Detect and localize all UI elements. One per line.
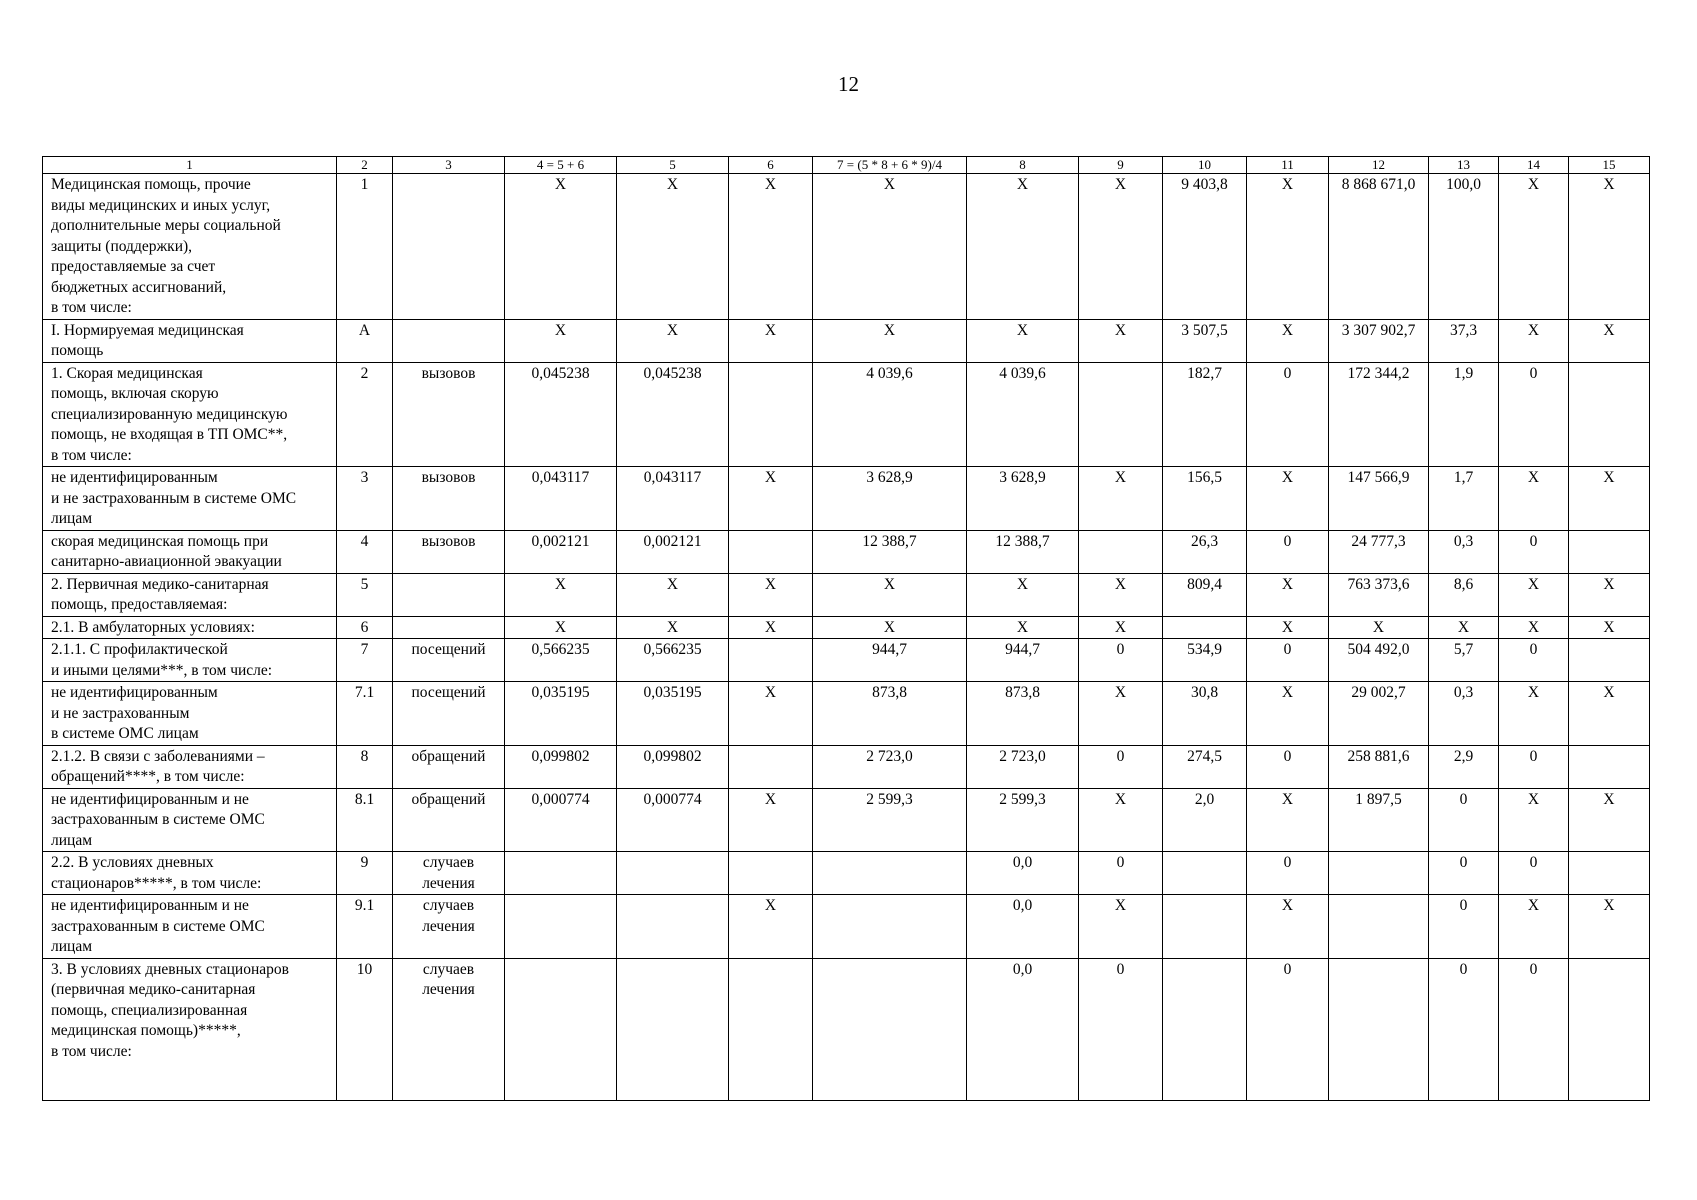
table-cell: X bbox=[617, 573, 729, 616]
table-cell: X bbox=[505, 319, 617, 362]
table-cell: 0 bbox=[1499, 362, 1569, 467]
table-cell: 809,4 bbox=[1163, 573, 1247, 616]
table-cell: X bbox=[813, 616, 967, 639]
table-cell: X bbox=[1247, 616, 1329, 639]
table-cell: X bbox=[1247, 467, 1329, 531]
table-cell: вызовов bbox=[393, 467, 505, 531]
table-cell: 9 bbox=[337, 852, 393, 895]
table-cell: 0 bbox=[1429, 852, 1499, 895]
table-cell bbox=[1569, 958, 1650, 1100]
table-cell: 0 bbox=[1499, 745, 1569, 788]
table-cell bbox=[1569, 639, 1650, 682]
table-cell: 2 723,0 bbox=[967, 745, 1079, 788]
table-row bbox=[43, 530, 1650, 573]
table-cell: 4 bbox=[337, 530, 393, 573]
row-label: не идентифицированным и не застрахованным в системе ОМС лицам bbox=[43, 467, 337, 531]
row-label: не идентифицированным и не застрахованным в системе ОМС лицам bbox=[43, 682, 337, 746]
table-cell: 0 bbox=[1247, 852, 1329, 895]
table-cell: обращений bbox=[393, 788, 505, 852]
table-cell: X bbox=[729, 895, 813, 959]
row-label: 2. Первичная медико-санитарная помощь, предоставляемая: bbox=[43, 573, 337, 616]
header-cell: 8 bbox=[967, 157, 1079, 174]
table-cell: X bbox=[813, 174, 967, 320]
table-cell: А bbox=[337, 319, 393, 362]
table-cell bbox=[813, 895, 967, 959]
table-cell: случаев лечения bbox=[393, 958, 505, 1100]
table-cell bbox=[1163, 895, 1247, 959]
row-label: 2.1.2. В связи с заболеваниями – обращений****, в том числе: bbox=[43, 745, 337, 788]
table-cell bbox=[729, 852, 813, 895]
table-cell bbox=[1569, 530, 1650, 573]
table-cell: 873,8 bbox=[967, 682, 1079, 746]
table-cell: X bbox=[617, 319, 729, 362]
data-table bbox=[42, 156, 1650, 1101]
header-cell: 3 bbox=[393, 157, 505, 174]
table-cell: X bbox=[729, 319, 813, 362]
table-cell: 944,7 bbox=[967, 639, 1079, 682]
table-cell: 1 897,5 bbox=[1329, 788, 1429, 852]
table-cell: 8 bbox=[337, 745, 393, 788]
table-cell: 2 723,0 bbox=[813, 745, 967, 788]
table-cell: 4 039,6 bbox=[967, 362, 1079, 467]
table-cell: 9.1 bbox=[337, 895, 393, 959]
table-cell: 12 388,7 bbox=[967, 530, 1079, 573]
table-cell: X bbox=[1569, 895, 1650, 959]
table-cell bbox=[813, 852, 967, 895]
table-cell: 1,9 bbox=[1429, 362, 1499, 467]
table-cell: 0 bbox=[1499, 639, 1569, 682]
table-cell: 3 307 902,7 bbox=[1329, 319, 1429, 362]
table-row bbox=[43, 682, 1650, 746]
table-cell: 8,6 bbox=[1429, 573, 1499, 616]
table-cell bbox=[813, 958, 967, 1100]
table-cell: X bbox=[1329, 616, 1429, 639]
table-cell: 30,8 bbox=[1163, 682, 1247, 746]
table-row bbox=[43, 788, 1650, 852]
table-cell: 2 599,3 bbox=[813, 788, 967, 852]
table-cell: 2,0 bbox=[1163, 788, 1247, 852]
table-cell: X bbox=[729, 467, 813, 531]
table-row bbox=[43, 852, 1650, 895]
table-cell: X bbox=[1079, 682, 1163, 746]
table-cell bbox=[1569, 745, 1650, 788]
header-cell: 15 bbox=[1569, 157, 1650, 174]
table-cell: 182,7 bbox=[1163, 362, 1247, 467]
table-cell: 4 039,6 bbox=[813, 362, 967, 467]
table-cell: 0 bbox=[1079, 639, 1163, 682]
table-cell: X bbox=[1499, 573, 1569, 616]
table-cell: X bbox=[1079, 174, 1163, 320]
table-cell: X bbox=[1569, 174, 1650, 320]
table-cell bbox=[1163, 852, 1247, 895]
table-cell: 3 628,9 bbox=[813, 467, 967, 531]
table-cell bbox=[393, 616, 505, 639]
table-cell: 0,035195 bbox=[617, 682, 729, 746]
header-cell: 9 bbox=[1079, 157, 1163, 174]
table-cell: X bbox=[1569, 319, 1650, 362]
table-cell: X bbox=[1499, 174, 1569, 320]
table-row bbox=[43, 319, 1650, 362]
table-cell: 3 bbox=[337, 467, 393, 531]
table-cell: 0 bbox=[1247, 639, 1329, 682]
table-cell: 37,3 bbox=[1429, 319, 1499, 362]
table-cell: 10 bbox=[337, 958, 393, 1100]
table-cell bbox=[1329, 895, 1429, 959]
table-cell bbox=[505, 895, 617, 959]
table-cell: 6 bbox=[337, 616, 393, 639]
table-cell: 9 403,8 bbox=[1163, 174, 1247, 320]
table-cell bbox=[729, 530, 813, 573]
table-cell bbox=[393, 174, 505, 320]
table-cell: 0,043117 bbox=[505, 467, 617, 531]
table-cell: 0,002121 bbox=[617, 530, 729, 573]
row-label: 2.2. В условиях дневных стационаров*****, в том числе: bbox=[43, 852, 337, 895]
table-cell: 12 388,7 bbox=[813, 530, 967, 573]
table-cell bbox=[729, 958, 813, 1100]
table-cell: 0,035195 bbox=[505, 682, 617, 746]
table-cell: 0 bbox=[1247, 958, 1329, 1100]
table-cell: X bbox=[1569, 788, 1650, 852]
table-cell: X bbox=[1499, 319, 1569, 362]
table-cell: 0,566235 bbox=[617, 639, 729, 682]
table-cell: 0 bbox=[1499, 852, 1569, 895]
table-cell: 0 bbox=[1247, 362, 1329, 467]
table-cell: 0,0 bbox=[967, 852, 1079, 895]
table-cell: 0 bbox=[1247, 530, 1329, 573]
table-cell: 3 507,5 bbox=[1163, 319, 1247, 362]
table-cell bbox=[617, 958, 729, 1100]
table-cell bbox=[1079, 362, 1163, 467]
table-cell bbox=[1569, 852, 1650, 895]
table-cell: 1 bbox=[337, 174, 393, 320]
table-cell: X bbox=[1499, 682, 1569, 746]
table-row bbox=[43, 573, 1650, 616]
table-cell: 2 599,3 bbox=[967, 788, 1079, 852]
table-cell bbox=[1329, 958, 1429, 1100]
table-row bbox=[43, 616, 1650, 639]
table-cell: 1,7 bbox=[1429, 467, 1499, 531]
table-cell: 0,045238 bbox=[617, 362, 729, 467]
table-cell: 944,7 bbox=[813, 639, 967, 682]
table-cell: 0,099802 bbox=[617, 745, 729, 788]
table-cell: 100,0 bbox=[1429, 174, 1499, 320]
table-cell: посещений bbox=[393, 682, 505, 746]
table-cell: X bbox=[1079, 895, 1163, 959]
table-cell: X bbox=[1569, 573, 1650, 616]
header-cell: 12 bbox=[1329, 157, 1429, 174]
table-cell: X bbox=[505, 573, 617, 616]
table-cell: 3 628,9 bbox=[967, 467, 1079, 531]
table-cell: X bbox=[813, 319, 967, 362]
page-number: 12 bbox=[838, 72, 859, 96]
table-cell bbox=[1569, 362, 1650, 467]
table-cell: 274,5 bbox=[1163, 745, 1247, 788]
header-cell: 6 bbox=[729, 157, 813, 174]
table-cell: 534,9 bbox=[1163, 639, 1247, 682]
table-cell: X bbox=[729, 616, 813, 639]
table-cell: 0,000774 bbox=[617, 788, 729, 852]
table-cell: 0,002121 bbox=[505, 530, 617, 573]
row-label: 3. В условиях дневных стационаров (первичная медико-санитарная помощь, специализированная медицинская помощь)*****, в том числе: bbox=[43, 958, 337, 1100]
row-label: скорая медицинская помощь при санитарно-авиационной эвакуации bbox=[43, 530, 337, 573]
table-cell bbox=[1163, 616, 1247, 639]
table-cell: 0 bbox=[1429, 788, 1499, 852]
table-cell: X bbox=[1247, 174, 1329, 320]
table-row bbox=[43, 467, 1650, 531]
table-cell: 172 344,2 bbox=[1329, 362, 1429, 467]
table-cell: 0,0 bbox=[967, 895, 1079, 959]
table-cell: X bbox=[967, 616, 1079, 639]
table-cell: X bbox=[1569, 682, 1650, 746]
table-cell: X bbox=[1569, 616, 1650, 639]
table-cell bbox=[617, 895, 729, 959]
table-cell: 0 bbox=[1499, 530, 1569, 573]
table-cell: 0,045238 bbox=[505, 362, 617, 467]
table-cell: 147 566,9 bbox=[1329, 467, 1429, 531]
row-label: не идентифицированным и не застрахованным в системе ОМС лицам bbox=[43, 788, 337, 852]
table-cell: 0,566235 bbox=[505, 639, 617, 682]
table-cell: посещений bbox=[393, 639, 505, 682]
table-cell: X bbox=[617, 174, 729, 320]
table-cell bbox=[617, 852, 729, 895]
table-cell: случаев лечения bbox=[393, 852, 505, 895]
table-cell: 8.1 bbox=[337, 788, 393, 852]
table-cell bbox=[1329, 852, 1429, 895]
table-cell bbox=[729, 745, 813, 788]
header-cell: 5 bbox=[617, 157, 729, 174]
table-cell: 2,9 bbox=[1429, 745, 1499, 788]
table-cell: X bbox=[1569, 467, 1650, 531]
table-cell: 29 002,7 bbox=[1329, 682, 1429, 746]
table-row bbox=[43, 362, 1650, 467]
row-label: 1. Скорая медицинская помощь, включая скорую специализированную медицинскую помощь, не входящая в ТП ОМС**, в том числе: bbox=[43, 362, 337, 467]
table-cell: 763 373,6 bbox=[1329, 573, 1429, 616]
table-cell: X bbox=[967, 174, 1079, 320]
table-cell bbox=[393, 319, 505, 362]
table-cell: 0,3 bbox=[1429, 530, 1499, 573]
table-cell: 5,7 bbox=[1429, 639, 1499, 682]
table-cell: 873,8 bbox=[813, 682, 967, 746]
table-cell bbox=[729, 362, 813, 467]
header-cell: 2 bbox=[337, 157, 393, 174]
table-row bbox=[43, 639, 1650, 682]
table-cell: X bbox=[729, 788, 813, 852]
table-cell: X bbox=[1499, 895, 1569, 959]
table-cell: X bbox=[729, 682, 813, 746]
table-cell: X bbox=[1079, 573, 1163, 616]
table-cell: 0 bbox=[1079, 958, 1163, 1100]
table-cell: 0 bbox=[1499, 958, 1569, 1100]
table-cell: случаев лечения bbox=[393, 895, 505, 959]
table-cell: 0,0 bbox=[967, 958, 1079, 1100]
table-cell: X bbox=[813, 573, 967, 616]
table-cell: 2 bbox=[337, 362, 393, 467]
table-cell bbox=[505, 852, 617, 895]
table-cell: 0 bbox=[1079, 852, 1163, 895]
table-cell bbox=[393, 573, 505, 616]
table-cell: 0 bbox=[1429, 958, 1499, 1100]
header-cell: 13 bbox=[1429, 157, 1499, 174]
table-cell: X bbox=[1247, 319, 1329, 362]
table-cell: X bbox=[1247, 682, 1329, 746]
row-label: 2.1. В амбулаторных условиях: bbox=[43, 616, 337, 639]
table-cell: X bbox=[1247, 573, 1329, 616]
table-cell: 504 492,0 bbox=[1329, 639, 1429, 682]
table-cell: 0,043117 bbox=[617, 467, 729, 531]
table-cell: обращений bbox=[393, 745, 505, 788]
table-cell: X bbox=[729, 174, 813, 320]
table-cell: вызовов bbox=[393, 362, 505, 467]
table-cell: 258 881,6 bbox=[1329, 745, 1429, 788]
table-cell bbox=[729, 639, 813, 682]
header-cell: 4 = 5 + 6 bbox=[505, 157, 617, 174]
table-cell: 0 bbox=[1247, 745, 1329, 788]
row-label: 2.1.1. С профилактической и иными целями***, в том числе: bbox=[43, 639, 337, 682]
table-cell: X bbox=[967, 573, 1079, 616]
table-cell: 0,3 bbox=[1429, 682, 1499, 746]
row-label: не идентифицированным и не застрахованным в системе ОМС лицам bbox=[43, 895, 337, 959]
table-cell: X bbox=[1247, 788, 1329, 852]
table-cell: X bbox=[1247, 895, 1329, 959]
row-label: I. Нормируемая медицинская помощь bbox=[43, 319, 337, 362]
table-cell: X bbox=[1499, 788, 1569, 852]
table-cell bbox=[1079, 530, 1163, 573]
header-cell: 11 bbox=[1247, 157, 1329, 174]
header-cell: 7 = (5 * 8 + 6 * 9)/4 bbox=[813, 157, 967, 174]
table-cell: 0,000774 bbox=[505, 788, 617, 852]
table-cell bbox=[1163, 958, 1247, 1100]
table-cell: 0 bbox=[1079, 745, 1163, 788]
table-cell bbox=[505, 958, 617, 1100]
table-cell: X bbox=[617, 616, 729, 639]
table-row bbox=[43, 174, 1650, 320]
table-row bbox=[43, 895, 1650, 959]
table-cell: X bbox=[1499, 616, 1569, 639]
table-cell: X bbox=[1079, 319, 1163, 362]
row-label: Медицинская помощь, прочие виды медицинских и иных услуг, дополнительные меры социальной защиты (поддержки), предоставляемые за счет бюджетных ассигнований, в том числе: bbox=[43, 174, 337, 320]
table-cell: X bbox=[1079, 788, 1163, 852]
table-cell: X bbox=[1079, 616, 1163, 639]
table-cell: X bbox=[505, 616, 617, 639]
table-cell: 0,099802 bbox=[505, 745, 617, 788]
table-cell: вызовов bbox=[393, 530, 505, 573]
table-cell: 156,5 bbox=[1163, 467, 1247, 531]
header-cell: 10 bbox=[1163, 157, 1247, 174]
table-cell: 0 bbox=[1429, 895, 1499, 959]
table-cell: 5 bbox=[337, 573, 393, 616]
table-cell: 7 bbox=[337, 639, 393, 682]
table-cell: X bbox=[729, 573, 813, 616]
table-cell: X bbox=[1499, 467, 1569, 531]
table-cell: X bbox=[1429, 616, 1499, 639]
table-cell: X bbox=[1079, 467, 1163, 531]
table-cell: 7.1 bbox=[337, 682, 393, 746]
table-cell: 26,3 bbox=[1163, 530, 1247, 573]
header-cell: 14 bbox=[1499, 157, 1569, 174]
table-row bbox=[43, 745, 1650, 788]
table-cell: 24 777,3 bbox=[1329, 530, 1429, 573]
header-row bbox=[43, 157, 1650, 174]
table-cell: X bbox=[505, 174, 617, 320]
header-cell: 1 bbox=[43, 157, 337, 174]
table-cell: 8 868 671,0 bbox=[1329, 174, 1429, 320]
table-row bbox=[43, 958, 1650, 1100]
table-cell: X bbox=[967, 319, 1079, 362]
